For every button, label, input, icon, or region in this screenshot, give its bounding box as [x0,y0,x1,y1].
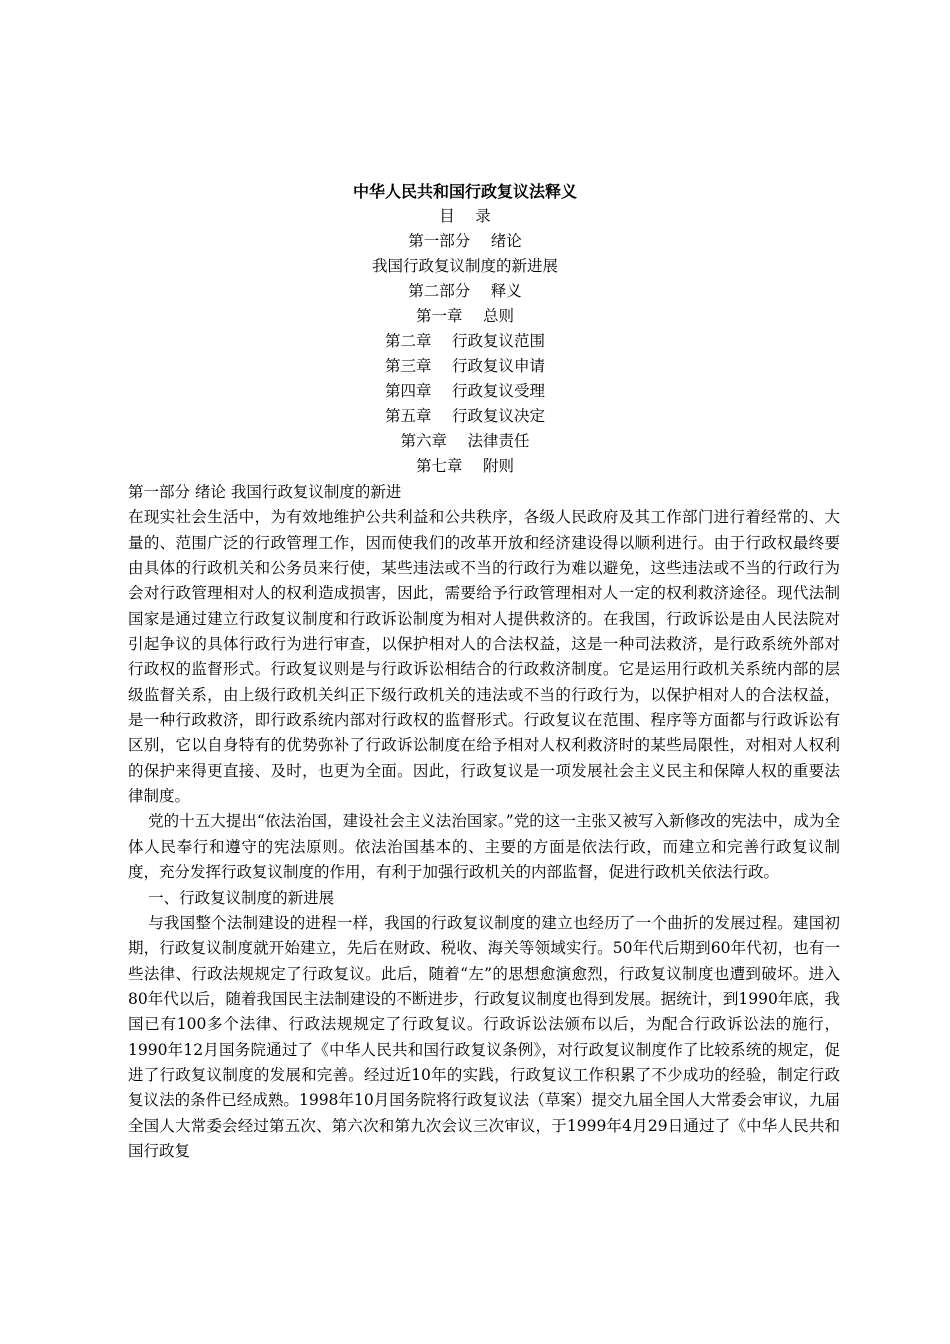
toc-item: 第二部分 释义 [408,282,522,300]
toc-item: 第三章 行政复议申请 [385,357,545,375]
toc-item: 第五章 行政复议决定 [385,407,545,425]
document-title: 中华人民共和国行政复议法释义 [352,182,577,201]
toc-item: 第一章 总则 [416,307,514,325]
document-body [128,480,840,1164]
toc-item: 第一部分 绪论 [408,232,522,250]
paragraph: 与我国整个法制建设的进程一样，我国的行政复议制度的建立也经历了一个曲折的发展过程。建国初期，行政复议制度就开始建立，先后在财政、税收、海关等领域实行。50年代后期到60年代初，也有一些法律、行政法规规定了行政复议。此后，随着“左”的思想愈演愈烈，行政复议制度也遭到破坏。进入80年代以后，随着我国民主法制建设的不断进步，行政复议制度也得到发展。据统计，到1990年底，我国已有100多个法律、行政法规规定了行政复议。行政诉讼法颁布以后，为配合行政诉讼法的施行，1990年12月国务院通过了《中华人民共和国行政复议条例》，对行政复议制度作了比较系统的规定，促进了行政复议制度的发展和完善。经过近10年的实践，行政复议工作积累了不少成功的经验，制定行政复议法的条件已经成熟。1998年10月国务院将行政复议法（草案）提交九届全国人大常委会审议，九届全国人大常委会经过第五次、第六次和第九次会议三次审议，于1999年4月29日通过了《中华人民共和国行政复 [128,913,840,1160]
section-heading: 第一部分 绪论 我国行政复议制度的新进 [128,483,402,501]
subheading: 一、行政复议制度的新进展 [148,888,335,907]
paragraph: 在现实社会生活中，为有效地维护公共利益和公共秩序，各级人民政府及其工作部门进行着经常的、大量的、范围广泛的行政管理工作，因而使我们的改革开放和经济建设得以顺利进行。由于行政权最终要由具体的行政机关和公务员来行使，某些违法或不当的行政行为难以避免，这些违法或不当的行政行为会对行政管理相对人的权利造成损害，因此，需要给予行政管理相对人一定的权利救济途径。现代法制国家是通过建立行政复议制度和行政诉讼制度为相对人提供救济的。在我国，行政诉讼是由人民法院对引起争议的具体行政行为进行审查，以保护相对人的合法权益，这是一种司法救济，是行政系统外部对行政权的监督形式。行政复议则是与行政诉讼相结合的行政救济制度。它是运用行政机关系统内部的层级监督关系，由上级行政机关纠正下级行政机关的违法或不当的行政行为，以保护相对人的合法权益，是一种行政救济，即行政系统内部对行政权的监督形式。行政复议在范围、程序等方面都与行政诉讼有区别，它以自身特有的优势弥补了行政诉讼制度在给予相对人权利救济时的某些局限性，对相对人权利的保护来得更直接、及时，也更为全面。因此，行政复议是一项发展社会主义民主和保障人权的重要法律制度。 [128,508,840,806]
paragraph: 党的十五大提出“依法治国，建设社会主义法治国家。”党的这一主张又被写入新修改的宪法中，成为全体人民奉行和遵守的宪法原则。依法治国基本的、主要的方面是依法行政，而建立和完善行政复议制度，充分发挥行政复议制度的作用，有利于加强行政机关的内部监督，促进行政机关依法行政。 [128,812,840,882]
table-of-contents [0,204,930,479]
toc-item: 第六章 法律责任 [400,432,530,450]
toc-item: 第二章 行政复议范围 [385,332,545,350]
toc-item: 第四章 行政复议受理 [385,382,545,400]
toc-item: 第七章 附则 [416,457,514,475]
toc-heading: 目 录 [439,207,491,225]
toc-item: 我国行政复议制度的新进展 [371,257,558,275]
